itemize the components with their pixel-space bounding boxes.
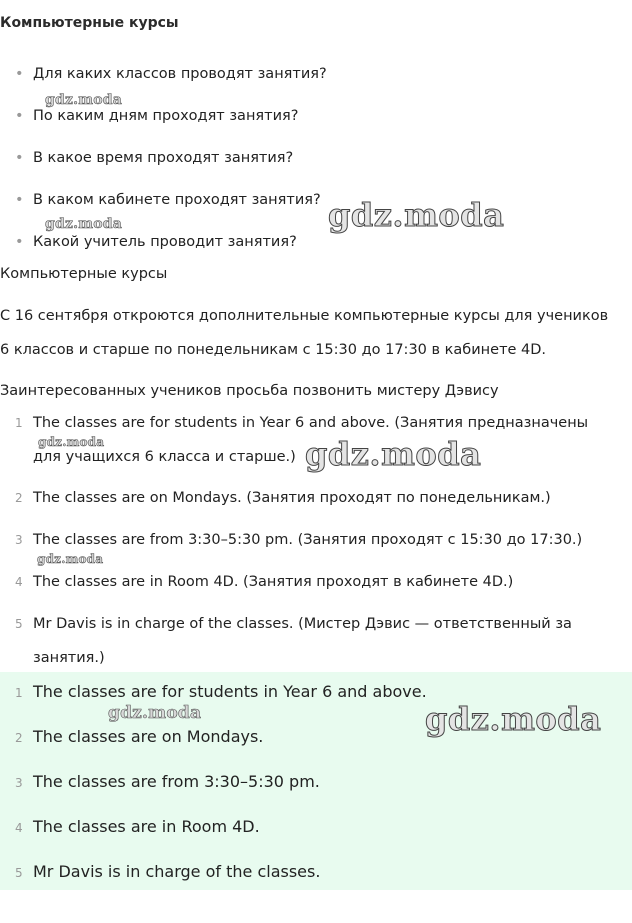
final-answer-text: The classes are on Mondays. (33, 727, 264, 746)
final-answer-text: Mr Davis is in charge of the classes. (33, 862, 321, 881)
question-item: • В каком кабинете проходят занятия? (15, 192, 321, 208)
final-answer-item (15, 772, 320, 791)
question-text: Какой учитель проводит занятия? (33, 234, 297, 250)
page-heading: Компьютерные курсы (0, 15, 179, 31)
answer-item (15, 616, 572, 632)
answer-number: 5 (15, 866, 23, 880)
final-answer-item (15, 682, 427, 701)
final-answer-item (15, 862, 320, 881)
watermark-logo: gdz.moda (305, 435, 482, 473)
answer-number: 1 (15, 686, 23, 700)
answer-number: 3 (15, 533, 23, 547)
watermark-logo: gdz.moda (108, 703, 202, 723)
notice-line: С 16 сентября откроются дополнительные компьютерные курсы для учеников (0, 308, 609, 324)
watermark-logo: gdz.moda (425, 700, 602, 738)
answer-number: 4 (15, 575, 23, 589)
final-answer-text: The classes are in Room 4D. (33, 817, 260, 836)
answer-number: 2 (15, 491, 23, 505)
question-text: По каким дням проходят занятия? (33, 108, 299, 124)
question-text: В какое время проходят занятия? (33, 150, 294, 166)
answer-item (15, 532, 582, 548)
notice-line: 6 классов и старше по понедельникам с 15:30 до 17:30 в кабинете 4D. (0, 342, 547, 358)
answer-item (15, 574, 513, 590)
notice-line: Заинтересованных учеников просьба позвонить мистеру Дэвису (0, 383, 499, 399)
question-item: • Для каких классов проводят занятия? (15, 66, 327, 82)
answer-number: 1 (15, 416, 23, 430)
answer-item (15, 415, 588, 431)
answer-item (15, 490, 551, 506)
answer-text: The classes are on Mondays. (Занятия проходят по понедельникам.) (33, 490, 551, 506)
final-answer-item (15, 727, 263, 746)
watermark-logo: gdz.moda (38, 435, 105, 449)
final-answer-text: The classes are for students in Year 6 and above. (33, 682, 427, 701)
question-item: • Какой учитель проводит занятия? (15, 234, 297, 250)
answer-number: 3 (15, 776, 23, 790)
watermark-logo: gdz.moda (45, 216, 123, 232)
watermark-logo: gdz.moda (328, 196, 505, 234)
final-answer-text: The classes are from 3:30–5:30 pm. (33, 772, 320, 791)
watermark-logo: gdz.moda (45, 92, 123, 108)
question-text: Для каких классов проводят занятия? (33, 66, 327, 82)
answer-item-continuation: для учащихся 6 класса и старше.) (33, 449, 296, 465)
question-item: • По каким дням проходят занятия? (15, 108, 299, 124)
answer-item-continuation: занятия.) (33, 650, 105, 666)
watermark-logo: gdz.moda (37, 552, 104, 566)
final-answer-item (15, 817, 260, 836)
answer-text: The classes are in Room 4D. (Занятия проходят в кабинете 4D.) (33, 574, 514, 590)
answer-text: Mr Davis is in charge of the classes. (Мистер Дэвис — ответственный за (33, 616, 572, 632)
answer-number: 2 (15, 731, 23, 745)
answer-number: 4 (15, 821, 23, 835)
answer-number: 5 (15, 617, 23, 631)
question-text: В каком кабинете проходят занятия? (33, 192, 321, 208)
answer-text: The classes are for students in Year 6 and above. (Занятия предназначены (33, 415, 589, 431)
answer-text: The classes are from 3:30–5:30 pm. (Занятия проходят с 15:30 до 17:30.) (33, 532, 583, 548)
notice-title: Компьютерные курсы (0, 266, 168, 282)
question-item: • В какое время проходят занятия? (15, 150, 294, 166)
